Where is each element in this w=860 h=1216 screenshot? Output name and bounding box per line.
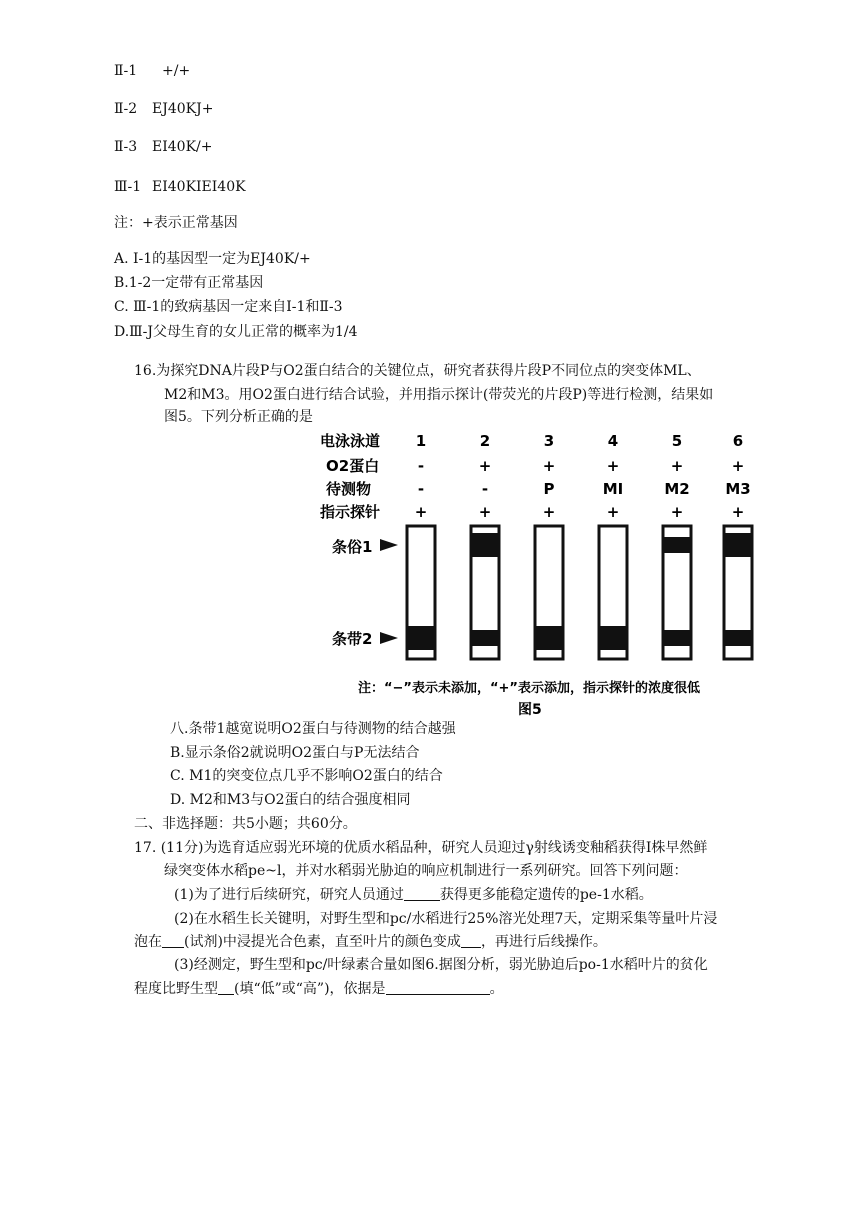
band-2	[537, 626, 562, 650]
gel-lanes	[407, 432, 752, 659]
pedigree-row-4	[114, 178, 246, 196]
lane-o2-label: +	[670, 457, 684, 475]
lane-sample-label: MI	[602, 480, 624, 498]
pedigree-id: Ⅱ-1	[114, 63, 138, 79]
pedigree-genotype: EI40KIEI40K	[152, 179, 246, 195]
q16-option-d: D. M2和M3与O2蛋白的结合强度相同	[170, 792, 411, 808]
pedigree-genotype: EJ40KJ+	[152, 101, 214, 117]
q17-sub1	[174, 886, 653, 904]
lane-o2-label: +	[478, 457, 492, 475]
q17-line1: 17. (11分)为选育适应弱光环境的优质水稻品种，研究人员迎过γ射线诱变釉稻获得Ⅰ株早然鲜	[134, 840, 708, 856]
lane-sample-label: P	[543, 480, 555, 498]
pedigree-row-2	[114, 100, 213, 118]
lane-probe-label: +	[606, 503, 620, 521]
answer-blank[interactable]	[218, 980, 234, 995]
figure-footnote: 注：“−”表示未添加，“+”表示添加，指示探针的浓度很低	[358, 681, 700, 696]
lane-o2-label: +	[606, 457, 620, 475]
pedigree-genotype: +/+	[162, 63, 191, 79]
q17-sub2-text-b: (试剂)中浸提光合色素，直至叶片的颜色变成	[184, 934, 461, 950]
band-2	[726, 630, 751, 646]
lane-number-label: 1	[415, 432, 427, 450]
lane-sample-label: -	[417, 480, 425, 498]
band-2	[473, 630, 498, 646]
lane-probe-label: +	[478, 503, 492, 521]
q17-line2: 绿突变体水稻pe~l，并对水稻弱光胁迫的响应机制进行一系列研究。回答下列问题：	[164, 863, 688, 879]
q15-option-b: B.1-2一定带有正常基因	[114, 275, 264, 291]
pedigree-id: Ⅱ-2	[114, 101, 138, 117]
lane-probe-label: +	[731, 503, 745, 521]
band-1	[726, 533, 751, 557]
band-2	[601, 626, 626, 650]
q15-option-d: D.Ⅲ-J父母生育的女儿正常的概率为1/4	[114, 324, 358, 340]
q16-option-b: B.显示条俗2就说明O2蛋白与P无法结合	[170, 745, 420, 761]
q17-sub3-line2	[134, 980, 504, 998]
band-2	[665, 630, 690, 646]
lane-probe-label: +	[542, 503, 556, 521]
band-2-arrow-icon	[380, 632, 398, 644]
q16-stem-line3: 图5。下列分析正确的是	[164, 409, 313, 425]
q17-sub2-text-a: 泡在	[134, 934, 162, 950]
lane-sample-label: M2	[664, 480, 690, 498]
figure-5-gel	[318, 426, 788, 726]
answer-blank[interactable]	[404, 886, 440, 901]
row-label-o2: O2蛋白	[326, 457, 380, 475]
answer-blank[interactable]	[386, 980, 490, 995]
pedigree-row-3	[114, 138, 212, 156]
row-label-probe: 指示探针	[320, 503, 381, 521]
band-2	[409, 626, 434, 650]
q17-sub2-text-c: ，再进行后线操作。	[480, 934, 607, 950]
q16-option-a: 八.条带1越宽说明O2蛋白与待测物的结合越强	[170, 721, 456, 737]
answer-blank[interactable]	[162, 933, 184, 948]
lane-number-label: 2	[479, 432, 491, 450]
q17-sub3-text-c: 。	[489, 981, 504, 997]
band-1-label: 条俗1	[332, 538, 373, 556]
q15-option-c: C. Ⅲ-1的致病基因一定来自Ⅰ-1和Ⅱ-3	[114, 299, 343, 315]
q17-sub3-line1: (3)经测定，野生型和pc/叶绿素合量如图6.据图分析，弱光胁迫后po-1水稻叶片的贫化	[174, 957, 708, 973]
lane-number-label: 5	[671, 432, 683, 450]
q16-stem-line1: 16.为探究DNA片段P与O2蛋白结合的关键位点，研究者获得片段P不同位点的突变体ML、	[134, 363, 701, 379]
section-2-heading: 二、非选择题：共5小题；共60分。	[134, 816, 357, 832]
lane-o2-label: +	[542, 457, 556, 475]
band-1	[473, 533, 498, 557]
band-1	[665, 537, 690, 553]
lane-number-label: 4	[607, 432, 619, 450]
q16-option-c: C. M1的突变位点几乎不影响O2蛋白的结合	[170, 768, 443, 784]
figure-caption: 图5	[518, 702, 542, 718]
lane-o2-label: +	[731, 457, 745, 475]
band-2-label: 条带2	[332, 630, 373, 648]
q17-sub1-text-a: (1)为了进行后续研究，研究人员通过	[174, 887, 404, 903]
q16-stem-line2: M2和M3。用O2蛋白进行结合试验，并用指示探计(带荧光的片段P)等进行检测，结果如	[164, 387, 714, 403]
q17-sub3-text-b: (填“低”或“高”)，依据是	[234, 981, 386, 997]
q17-sub1-text-b: 获得更多能稳定遗传的pe-1水稻。	[439, 887, 653, 903]
row-label-lane: 电泳泳道	[320, 432, 381, 450]
lane-number-label: 6	[732, 432, 744, 450]
pedigree-genotype: EI40K/+	[152, 139, 213, 155]
lane-number-label: 3	[543, 432, 555, 450]
pedigree-note: 注：+表示正常基因	[114, 215, 238, 231]
lane-probe-label: +	[414, 503, 428, 521]
q15-option-a: A. I-1的基因型一定为EJ40K/+	[114, 251, 311, 267]
band-1-arrow-icon	[380, 539, 398, 551]
lane-sample-label: -	[481, 480, 489, 498]
answer-blank[interactable]	[461, 933, 481, 948]
lane-o2-label: -	[417, 457, 425, 475]
q17-sub2-line2	[134, 933, 607, 951]
row-label-sample: 待测物	[326, 480, 372, 498]
q17-sub2-line1: (2)在水稻生长关键明，对野生型和pc/水稻进行25%溶光处理7天，定期采集等量叶片浸	[174, 911, 718, 927]
pedigree-id: Ⅲ-1	[114, 179, 142, 195]
lane-sample-label: M3	[725, 480, 751, 498]
pedigree-id: Ⅱ-3	[114, 139, 138, 155]
pedigree-row-1	[114, 62, 190, 80]
q17-sub3-text-a: 程度比野生型	[134, 981, 218, 997]
lane-probe-label: +	[670, 503, 684, 521]
